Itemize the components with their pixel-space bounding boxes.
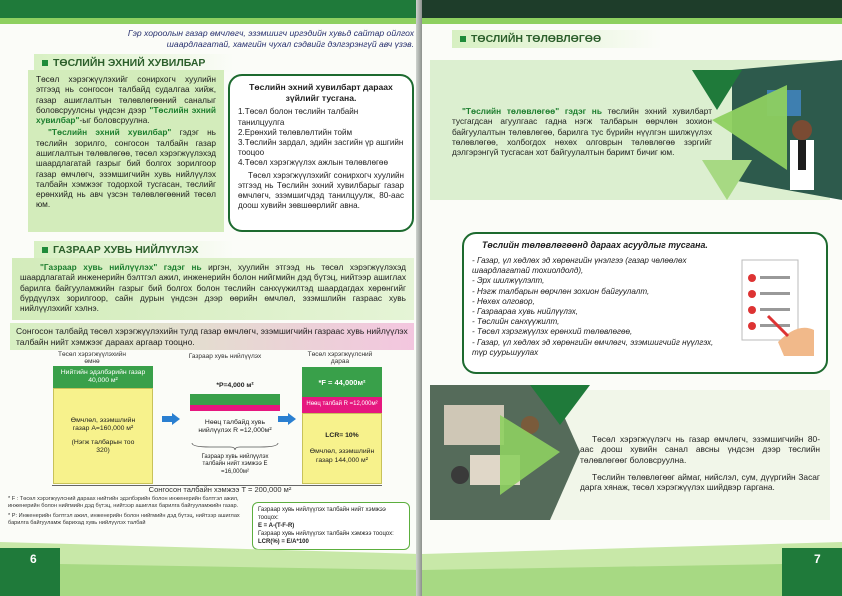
owned-land-block-before (53, 388, 153, 484)
intro-text: Гэр хороолын газар өмчлөгч, эзэмшигч иргэдийн хувьд сайтар ойлгох шаардлагатай, хамгийн чухал сэдвийг дэлгэрэнгүй авч үзэв. (127, 28, 414, 49)
total-area-label: Сонгосон талбайн хэмжээ T = 200,000 м² (148, 485, 292, 494)
owned-land-after-label: Өмчлөл, эзэмшлийн газар 144,000 м² (309, 448, 375, 464)
left-page (0, 0, 420, 596)
formula-e: E = A-(T-F-R) (258, 523, 295, 530)
section-title-project-plan (452, 30, 662, 48)
column-label-contribution: Газраар хувь нийлүүлэх (188, 353, 262, 360)
section-title-text: ТӨСЛИЙН ТӨЛӨВЛӨГӨӨ (471, 33, 602, 45)
reserve-area-block: Нөөц талбай R =12,000м² (302, 397, 382, 413)
land-contribution-textbox (12, 258, 414, 320)
footnote-p: * P: Инженерийн бэлтгэл ажил, инженерийн болон нийгмийн дэд бүтэц, нийтээр ашиглах барилга байгууламж барихад хувь нийлүүлэх талбай (8, 512, 240, 526)
checklist-illustration (728, 252, 816, 356)
list-item: 2.Ерөнхий төлөвлөлтийн тойм (238, 127, 353, 137)
formula-title: Газраар хувь нийлүүлэх талбайн нийт хэмжээ тооцох: (258, 507, 386, 522)
first-version-paragraph-2: "Төслийн эхний хувилбар" гэдэг нь төслийн зорилго, сонгосон талбайн газар ашиглалтын төлөвлөгөө, төсөл хэрэгжүүлэхэд шаардлагатай газрыг бий болгох зорилгоор газар өмчлөгч, эзэмшигчийн хувь нийлүүлэх талбайн хэмжээг тодорхой тусгасан, төслийг ерөнхийд нь авч үзсэн төлөвлөгөөний төсөл юм. (36, 127, 216, 210)
list-item: - Газраараа хувь нийлүүлэх, (472, 306, 579, 316)
list-item: 3.Төслийн зардал, эдийн засгийн үр ашгийн тооцоо (238, 138, 404, 158)
square-bullet-icon (42, 247, 48, 253)
arrow-right-icon (278, 413, 296, 425)
footnote-f: * F : Төсөл хэрэгжүүлсний дараах нийтийн эдэлбэрийн болон инженерийн бэлтгэл ажил, инженерийн болон нийгмийн дэд бүтэц, нийтээр ашиглах барилга байгууламжийн газар. (8, 496, 239, 510)
list-item: - Эрх шилжүүлэлт, (472, 276, 545, 286)
plan-contents-box (462, 232, 828, 374)
list-item: 1.Төсөл болон төслийн талбайн танилцуулга (238, 107, 359, 127)
first-version-contents-box (228, 74, 414, 232)
formula-title-2: Газраар хувь нийлүүлэх талбайн хэмжээ тооцох: (258, 531, 394, 538)
contents-list (238, 107, 404, 168)
meeting-illustration (430, 385, 590, 520)
public-land-block-before: Нийтийн эдэлбэрийн газар 40,000 м² (53, 366, 153, 388)
r-area-bar (190, 405, 280, 411)
lcr-label: LCR= 10% (325, 432, 359, 440)
f-area-block: *F = 44,000м² (302, 367, 382, 397)
footnotes (8, 496, 248, 527)
list-item: - Нэгж талбарын өөрчлөн зохион байгуулалт, (472, 286, 650, 296)
column-label-after: Төсөл хэрэгжүүлсний дараа (307, 351, 373, 365)
first-version-paragraph-1: Төсөл хэрэгжүүлэхийг сонирхогч хуулийн этгээд нь сонгосон талбайд судалгаа хийж, газар ашиглалтын төлөвлөгөөний саналыг боловсруулсны үндсэн дээр "Төслийн эхний хувилбар"-ыг боловсруулна. (36, 74, 216, 126)
calculation-caption: Сонгосон талбайд төсөл хэрэгжүүлэхийн тулд газар өмчлөгч, эзэмшигчийн газраас хувь нийлүүлэх талбайн нийт хэмжээг дараах аргаар тооцно. (10, 323, 414, 350)
contents-box-title: Төслийн эхний хувилбарт дараах зүйлийг тусгана. (249, 82, 393, 103)
owned-land-block-after (302, 413, 382, 484)
arrow-right-icon (162, 413, 180, 425)
section-title-text: ТӨСЛИЙН ЭХНИЙ ХУВИЛБАР (53, 57, 206, 69)
list-item: - Төсөл хэрэгжүүлэх ерөнхий төлөвлөгөө, (472, 327, 633, 337)
parcel-count-label: (Нэгж талбарын тоо 320) (71, 439, 135, 455)
contents-box-note: Төсөл хэрэгжүүлэхийг сонирхогч хуулийн этгээд нь Төслийн эхний хувилбарыг газар өмчлөгч, эзэмшигчдэд танилцуулж, 80-аас доош хувийн зөвшөөрлийг авна. (238, 170, 404, 211)
right-page (422, 0, 842, 596)
p-area-label: *P=4,000 м² (216, 381, 254, 389)
r-area-label: Нөөц талбайд хувь нийлүүлэх R =12,000м² (198, 418, 272, 434)
bottom-decoration (0, 534, 420, 596)
list-item: - Газар, үл хөдлөх эд хөрөнгийн өмчлөгч, эзэмшигчийг нүүлгэх, түр суурьшуулах (472, 337, 714, 357)
section-title-text: ГАЗРААР ХУВЬ НИЙЛҮҮЛЭХ (53, 244, 199, 256)
first-version-textbox (28, 70, 224, 232)
decision-paragraph-1: Төсөл хэрэгжүүлэгч нь газар өмчлөгч, эзэмшигчийн 80-аас доош хувийн санал авсны үндсэн дээр төслийн төлөвлөгөөг боловсруулна. (580, 434, 820, 465)
square-bullet-icon (42, 60, 48, 66)
bottom-decoration (422, 534, 842, 596)
list-item: - Нөхөх олговор, (472, 296, 535, 306)
list-item: - Төслийн санхүүжилт, (472, 317, 560, 327)
plan-contents-list (472, 256, 722, 358)
e-area-label: Газраар хувь нийлүүлэх талбайн нийт хэмжээ E =16,000м² (201, 454, 269, 475)
top-band (422, 0, 842, 24)
list-item: - Газар, үл хөдлөх эд хөрөнгийн үнэлгээ (газар чөлөөлөх шаардлагатай тохиолдолд), (472, 256, 687, 276)
square-bullet-icon (460, 36, 466, 42)
project-plan-paragraph: "Төслийн төлөвлөгөө" гэдэг нь төслийн эхний хувилбарт тусгагдсан агуулгаас гадна нэгж талбарын өөрчлөн зохион байгуулалтын төлөвлөгөө, барилга тус бүрийн нүүлгэн шилжүүлэх төлөвлөгөө, холбогдох нөхөх олговрын төлөвлөгөө зэргийг дэлгэрэнгүй тусгасан хот байгуулалтын баримт бичиг юм. (452, 106, 712, 158)
plan-box-title: Төслийн төлөвлөгөөнд дараах асуудлыг тусгана. (482, 240, 708, 250)
formula-lcr: LCR(%) = E/A*100 (258, 539, 309, 546)
column-label-before: Төсөл хэрэгжүүлэхийн өмнө (58, 351, 126, 365)
decision-paragraph-2: Төслийн төлөвлөгөөг аймаг, нийслэл, сум, дүүргийн Засаг дарга хянаж, төсөл хэрэгжүүлэх шийдвэр гаргана. (580, 472, 820, 493)
section-title-land-contribution (34, 241, 234, 259)
land-contribution-paragraph: "Газраар хувь нийлүүлэх" гэдэг нь иргэн, хуулийн этгээд нь төсөл хэрэгжүүлэхэд шаардлагатай инженерийн бэлтгэл ажил, инженерийн болон нийгмийн дэд бүтэц, нийтээр ашиглах барилга байгууламжийн газрыг бий болгох болон төслийн санхүүжилтэд шаардагдах хөрөнгийг бүрдүүлэх зорилгоор, сайн дурын үндсэн дээр өөрийн өмчлөл, эзэмшлийн газраас хувь нийлүүлэхийг хэлнэ. (20, 262, 406, 314)
top-band (0, 0, 420, 24)
list-item: 4.Төсөл хэрэгжүүлэх ажлын төлөвлөгөө (238, 158, 388, 168)
page-number: 6 (30, 552, 37, 566)
brace-icon (190, 442, 280, 450)
owned-land-label: Өмчлөл, эзэмшлийн газар А=160,000 м² (70, 416, 136, 432)
page-number: 7 (814, 552, 821, 566)
